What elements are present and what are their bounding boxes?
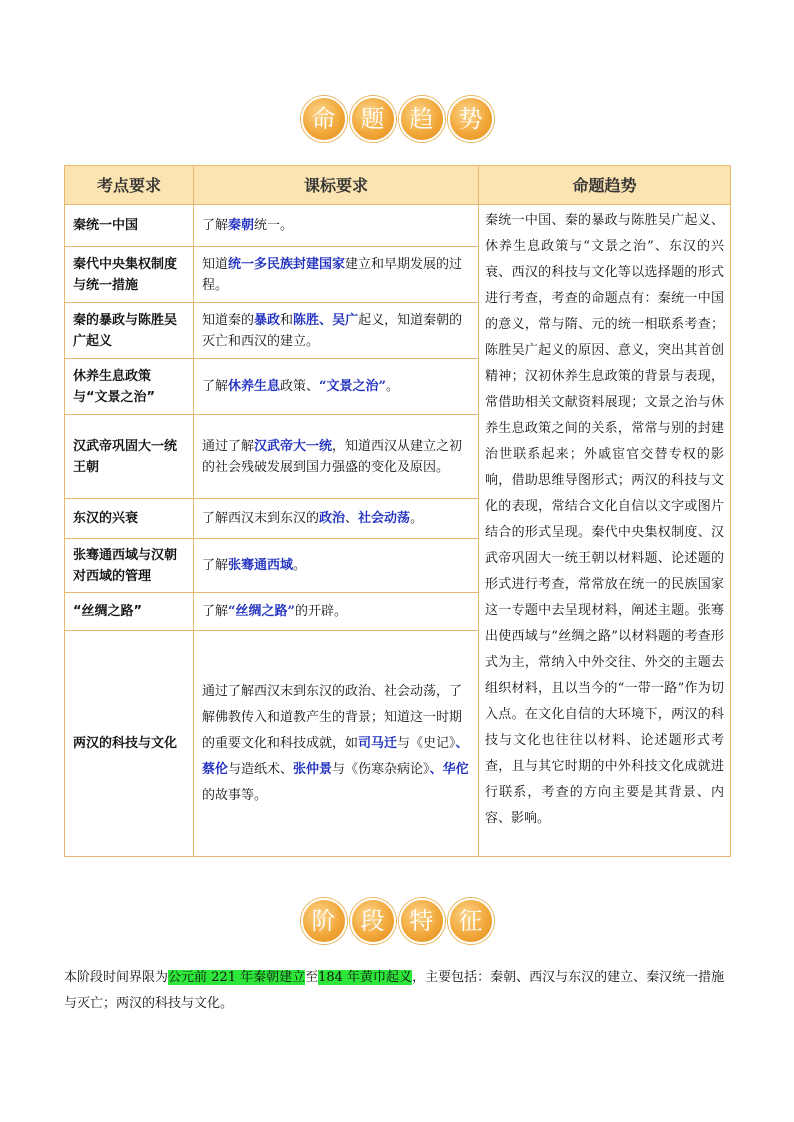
row-topic: 休养生息政策与“文景之治” — [65, 359, 194, 415]
highlight-start: 公元前 221 年秦朝建立 — [168, 970, 306, 985]
row-topic: “丝绸之路” — [65, 593, 194, 631]
row-requirement: 通过了解西汉末到东汉的政治、社会动荡，了解佛教传入和道教产生的背景；知道这一时期的重要文化和科技成就，如司马迁与《史记》、蔡伦与造纸术、张仲景与《伤寒杂病论》、华佗的故事等。 — [194, 631, 479, 857]
row-requirement: 知道统一多民族封建国家建立和早期发展的过程。 — [194, 247, 479, 303]
row-requirement: 了解“丝绸之路”的开辟。 — [194, 593, 479, 631]
header-exam-point: 考点要求 — [65, 166, 194, 205]
row-requirement: 通过了解汉武帝大一统，知道西汉从建立之初的社会残破发展到国力强盛的变化及原因。 — [194, 415, 479, 499]
title-char: 特 — [399, 898, 445, 944]
title-char: 征 — [448, 898, 494, 944]
title-char: 题 — [350, 96, 396, 142]
row-topic: 秦统一中国 — [65, 205, 194, 247]
row-topic: 汉武帝巩固大一统王朝 — [65, 415, 194, 499]
row-requirement: 了解休养生息政策、“文景之治”。 — [194, 359, 479, 415]
row-topic: 张骞通西域与汉朝对西域的管理 — [65, 539, 194, 593]
title-char: 阶 — [301, 898, 347, 944]
title-char: 趋 — [399, 96, 445, 142]
row-topic: 东汉的兴衰 — [65, 499, 194, 539]
row-topic: 秦代中央集权制度与统一措施 — [65, 247, 194, 303]
section-title-stage — [0, 898, 794, 944]
row-topic: 秦的暴政与陈胜吴广起义 — [65, 303, 194, 359]
table-header-row — [65, 166, 731, 205]
row-requirement: 了解秦朝统一。 — [194, 205, 479, 247]
row-requirement: 了解西汉末到东汉的政治、社会动荡。 — [194, 499, 479, 539]
section-title-trend — [0, 96, 794, 142]
title-char: 命 — [301, 96, 347, 142]
header-trend: 命题趋势 — [479, 166, 731, 205]
stage-summary: 本阶段时间界限为公元前 221 年秦朝建立至184 年黄巾起义，主要包括：秦朝、西汉与东汉的建立、秦汉统一措施与灭亡；两汉的科技与文化。 — [64, 970, 725, 1011]
trend-text: 秦统一中国、秦的暴政与陈胜吴广起义、休养生息政策与“文景之治”、东汉的兴衰、西汉的科技与文化等以选择题的形式进行考查，考查的命题点有：秦统一中国的意义，常与隋、元的统一相联系考查；陈胜吴广起义的原因、意义，突出其首创精神；汉初休养生息政策的背景与表现，常借助相关文献资料展现；文景之治与休养生息政策之间的关系，常常与别的封建治世联系起来；外戚宦官交替专权的影响，借助思维导图形式；两汉的科技与文化的表现，常结合文化自信以文字或图片结合的形式呈现。秦代中央集权制度、汉武帝巩固大一统王朝以材料题、论述题的形式进行考查，常常放在统一的民族国家这一专题中去呈现材料，阐述主题。张骞出使西域与“丝绸之路”以材料题的考查形式为主，常纳入中外交往、外交的主题去组织材料，且以当今的“一带一路”作为切入点。在文化自信的大环境下，两汉的科技与文化也往往以材料、论述题形式考查，且与其它时期的中外科技文化成就进行联系，考查的方向主要是其背景、内容、影响。 — [479, 205, 731, 857]
row-topic: 两汉的科技与文化 — [65, 631, 194, 857]
requirements-table — [64, 165, 731, 857]
title-char: 势 — [448, 96, 494, 142]
row-requirement: 了解张骞通西域。 — [194, 539, 479, 593]
table-row — [65, 205, 731, 247]
highlight-end: 184 年黄巾起义 — [318, 970, 413, 985]
row-requirement: 知道秦的暴政和陈胜、吴广起义，知道秦朝的灭亡和西汉的建立。 — [194, 303, 479, 359]
title-char: 段 — [350, 898, 396, 944]
header-curriculum: 课标要求 — [194, 166, 479, 205]
